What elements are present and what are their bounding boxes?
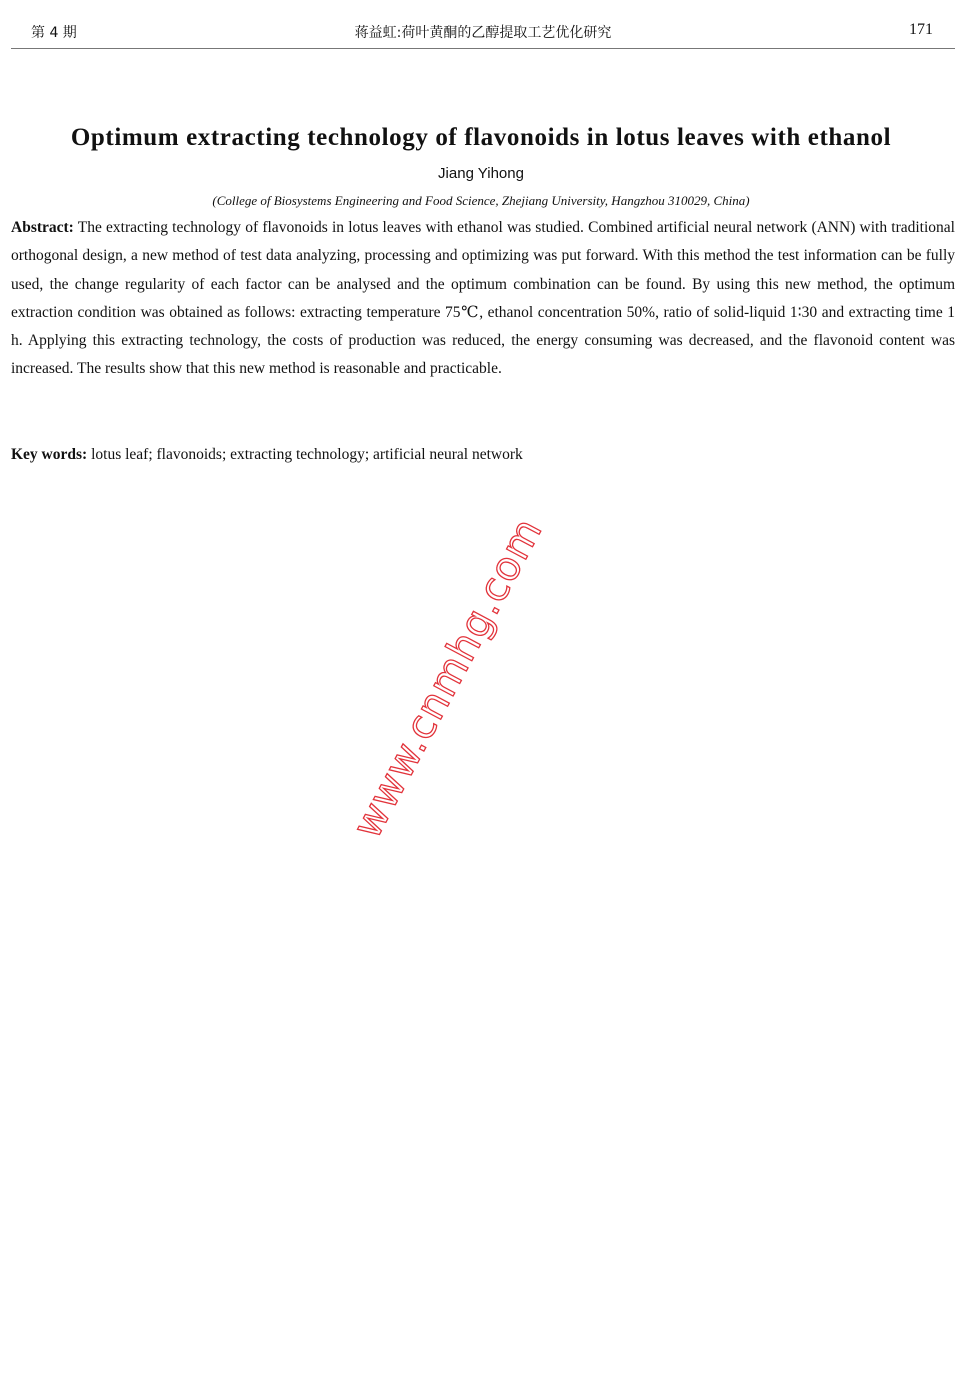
keywords-paragraph xyxy=(11,441,955,469)
issue-number: 第 4 期 xyxy=(31,25,77,41)
abstract-label: Abstract: xyxy=(11,219,74,236)
keywords-text: lotus leaf; flavonoids; extracting technology; artificial neural network xyxy=(91,446,523,463)
running-title: 蒋益虹:荷叶黄酮的乙醇提取工艺优化研究 xyxy=(354,25,612,41)
author-affiliation: (College of Biosystems Engineering and Food Science, Zhejiang University, Hangzhou 310029, China) xyxy=(212,193,750,208)
author-name: Jiang Yihong xyxy=(438,165,524,182)
abstract-paragraph xyxy=(11,214,955,384)
abstract-text: The extracting technology of flavonoids in lotus leaves with ethanol was studied. Combined artificial neural network (ANN) with traditional orthogonal design, a new method of test data analyzing, processing and optimizing was put forward. With this method the test information can be fully used, the change regularity of each factor can be analysed and the optimum combination can be found. By using this new method, the optimum extraction condition was obtained as follows: extracting temperature 75℃, ethanol concentration 50%, ratio of solid-liquid 1∶30 and extracting time 1 h. Applying this extracting technology, the costs of production was reduced, the energy consuming was decreased, and the flavonoid content was increased. The results show that this new method is reasonable and practicable. xyxy=(11,219,955,378)
paper-title: Optimum extracting technology of flavonoids in lotus leaves with ethanol xyxy=(70,124,892,151)
keywords-label: Key words: xyxy=(11,446,88,463)
page-number: 171 xyxy=(909,21,933,38)
watermark: www.cnmhg.com xyxy=(344,510,552,846)
running-header xyxy=(11,18,955,49)
